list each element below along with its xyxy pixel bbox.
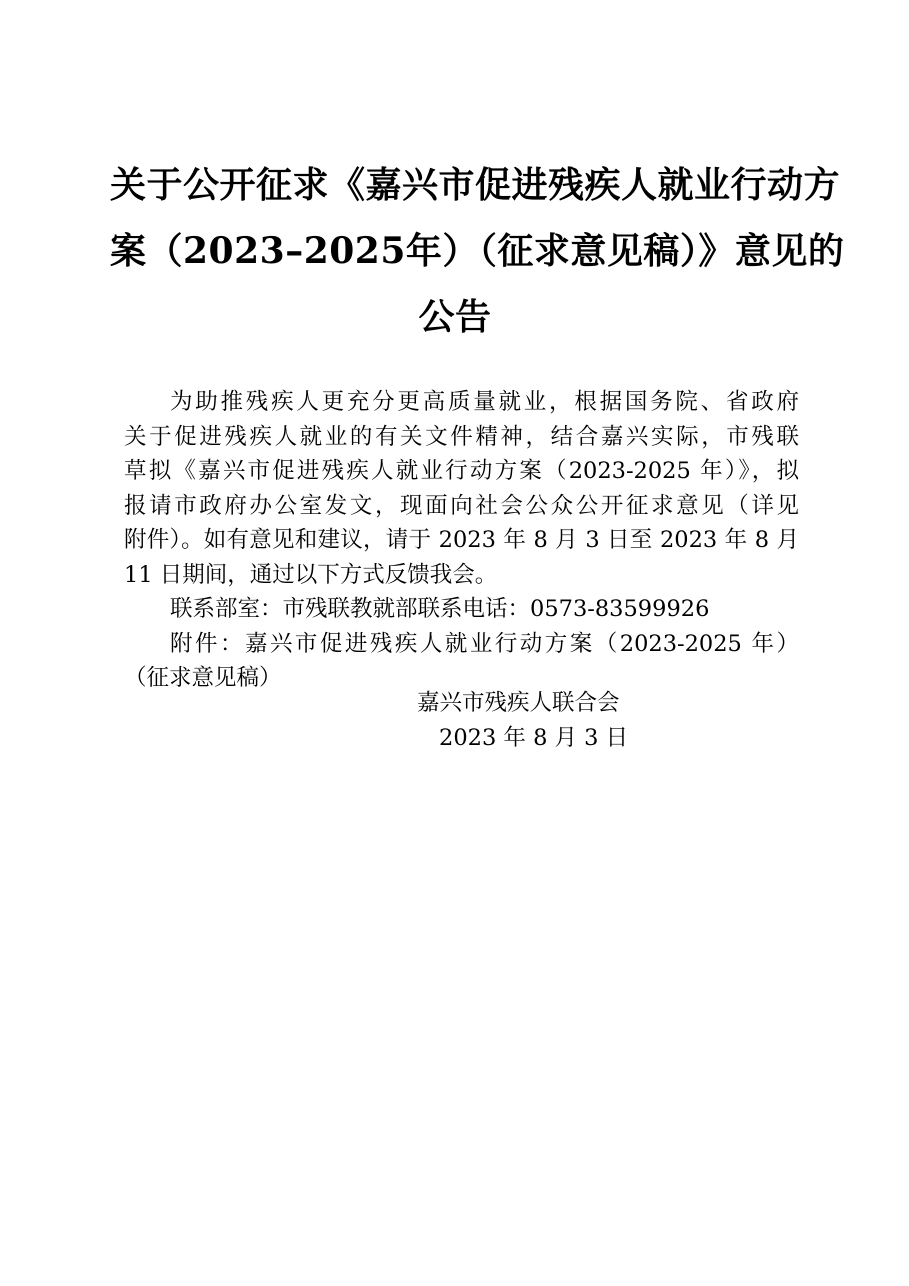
title-line-1: 关于公开征求《嘉兴市促进残疾人就业行动方 [110,164,841,206]
body-line-5: 附件）。如有意见和建议，请于 2023 年 8 月 3 日至 2023 年 8 月 [124,527,799,553]
body-line-4: 报请市政府办公室发文，现面向社会公众公开征求意见（详见 [124,492,799,519]
document-body [124,385,799,696]
title-line-3: 公告 [418,296,492,338]
body-line-1: 为助推残疾人更充分更高质量就业，根据国务院、省政府 [170,389,799,415]
body-line-6: 11 日期间，通过以下方式反馈我会。 [124,561,498,588]
title-line-2: 案（2023–2025年）（征求意见稿）》意见的 [110,230,845,272]
contact-line: 联系部室：市残联教就部联系电话：0573-83599926 [170,596,710,622]
signature-organization: 嘉兴市残疾人联合会 [417,690,620,716]
attachment-line-1: 附件：嘉兴市促进残疾人就业行动方案（2023-2025 年） [170,630,799,657]
body-line-3: 草拟《嘉兴市促进残疾人就业行动方案（2023-2025 年）》，拟 [124,458,799,484]
document-title [110,152,845,350]
body-line-2: 关于促进残疾人就业的有关文件精神，结合嘉兴实际，市残联 [124,423,799,450]
attachment-line-2: （征求意见稿） [124,665,282,691]
signature-block [124,686,799,755]
signature-date: 2023 年 8 月 3 日 [439,724,629,751]
